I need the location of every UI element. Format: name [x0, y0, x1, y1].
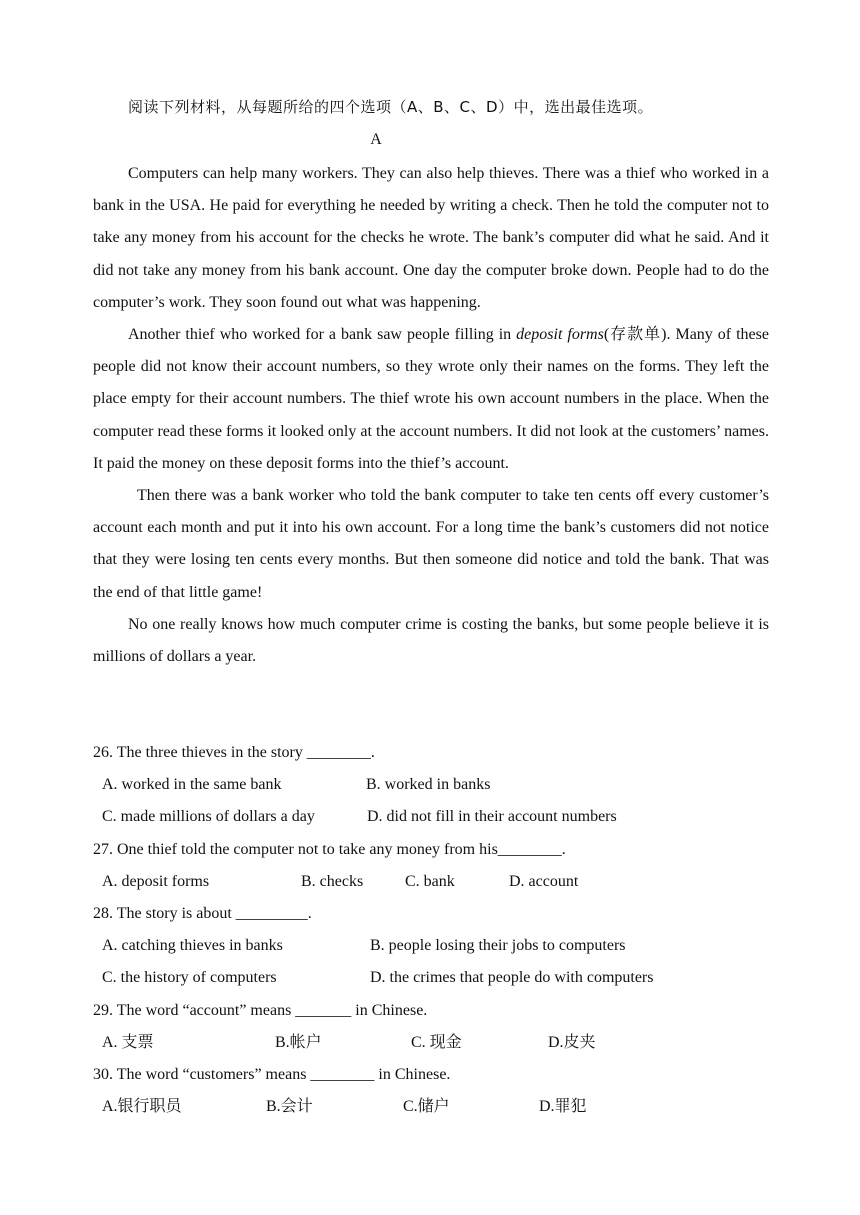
option-28c[interactable]: C. the history of computers — [102, 969, 277, 987]
option-27a[interactable]: A. deposit forms — [102, 872, 210, 890]
question-30: 30. The word “customers” means ________ in Chinese. — [93, 1065, 451, 1083]
option-30b[interactable]: B.会计 — [266, 1098, 313, 1116]
option-28b[interactable]: B. people losing their jobs to computers — [370, 937, 626, 955]
section-label: A — [370, 131, 382, 148]
reading-passage — [93, 158, 769, 673]
option-28d[interactable]: D. the crimes that people do with computers — [370, 969, 654, 987]
option-29d[interactable]: D.皮夹 — [548, 1033, 596, 1051]
option-26a[interactable]: A. worked in the same bank — [102, 776, 282, 794]
option-26b[interactable]: B. worked in banks — [366, 776, 491, 794]
paragraph-2-text-start: Another thief who worked for a bank saw people filling in — [128, 326, 517, 344]
passage-paragraph-1: Computers can help many workers. They can also help thieves. There was a thief who worked in a bank in the USA. He paid for everything he needed by writing a check. Then he told the computer not to take any money from his account for the checks he wrote. The bank’s computer did what he said. And it did not take any money from his bank account. One day the computer broke down. People had to do the computer’s work. They soon found out what was happening. — [93, 165, 769, 311]
deposit-forms-term: deposit forms — [516, 326, 604, 344]
passage-paragraph-2 — [93, 319, 769, 480]
option-27c[interactable]: C. bank — [405, 872, 455, 890]
option-29b[interactable]: B.帐户 — [275, 1033, 322, 1051]
option-30c[interactable]: C.储户 — [403, 1098, 450, 1116]
question-26-options-row-2 — [93, 801, 793, 833]
question-26-options-row-1 — [93, 769, 793, 801]
question-29-options — [93, 1027, 793, 1059]
option-28a[interactable]: A. catching thieves in banks — [102, 937, 283, 955]
question-list — [93, 737, 793, 1123]
passage-paragraph-4: No one really knows how much computer crime is costing the banks, but some people believe it is millions of dollars a year. — [93, 615, 769, 666]
question-27: 27. One thief told the computer not to take any money from his________. — [93, 840, 566, 858]
instructions: 阅读下列材料，从每题所给的四个选项（A、B、C、D）中，选出最佳选项。 — [128, 98, 654, 116]
question-29: 29. The word “account” means _______ in Chinese. — [93, 1001, 428, 1019]
option-26c[interactable]: C. made millions of dollars a day — [102, 808, 315, 826]
option-30a[interactable]: A.银行职员 — [102, 1098, 182, 1116]
question-30-options — [93, 1091, 793, 1123]
option-29a[interactable]: A. 支票 — [102, 1033, 154, 1051]
question-28-options-row-2 — [93, 962, 793, 994]
paragraph-2-text-end: (存款单). Many of these people did not know their account numbers, so they wrote only their names on the forms. They left the place empty for their account numbers. The thief wrote his own account numbers in the place. When the computer read these forms it looked only at the account numbers. It did not look at the customers’ names. It paid the money on these deposit forms into the thief’s account. — [93, 326, 769, 472]
question-27-options — [93, 866, 793, 898]
option-29c[interactable]: C. 现金 — [411, 1033, 462, 1051]
option-27d[interactable]: D. account — [509, 872, 579, 890]
question-28-options-row-1 — [93, 930, 793, 962]
passage-paragraph-3: Then there was a bank worker who told the bank computer to take ten cents off every customer’s account each month and put it into his own account. For a long time the bank’s customers did not notice that they were losing ten cents every months. But then someone did notice and told the bank. That was the end of that little game! — [93, 487, 769, 601]
option-26d[interactable]: D. did not fill in their account numbers — [367, 808, 617, 826]
option-27b[interactable]: B. checks — [301, 872, 364, 890]
option-30d[interactable]: D.罪犯 — [539, 1098, 587, 1116]
question-26: 26. The three thieves in the story ________. — [93, 744, 375, 761]
question-28: 28. The story is about _________. — [93, 904, 312, 922]
